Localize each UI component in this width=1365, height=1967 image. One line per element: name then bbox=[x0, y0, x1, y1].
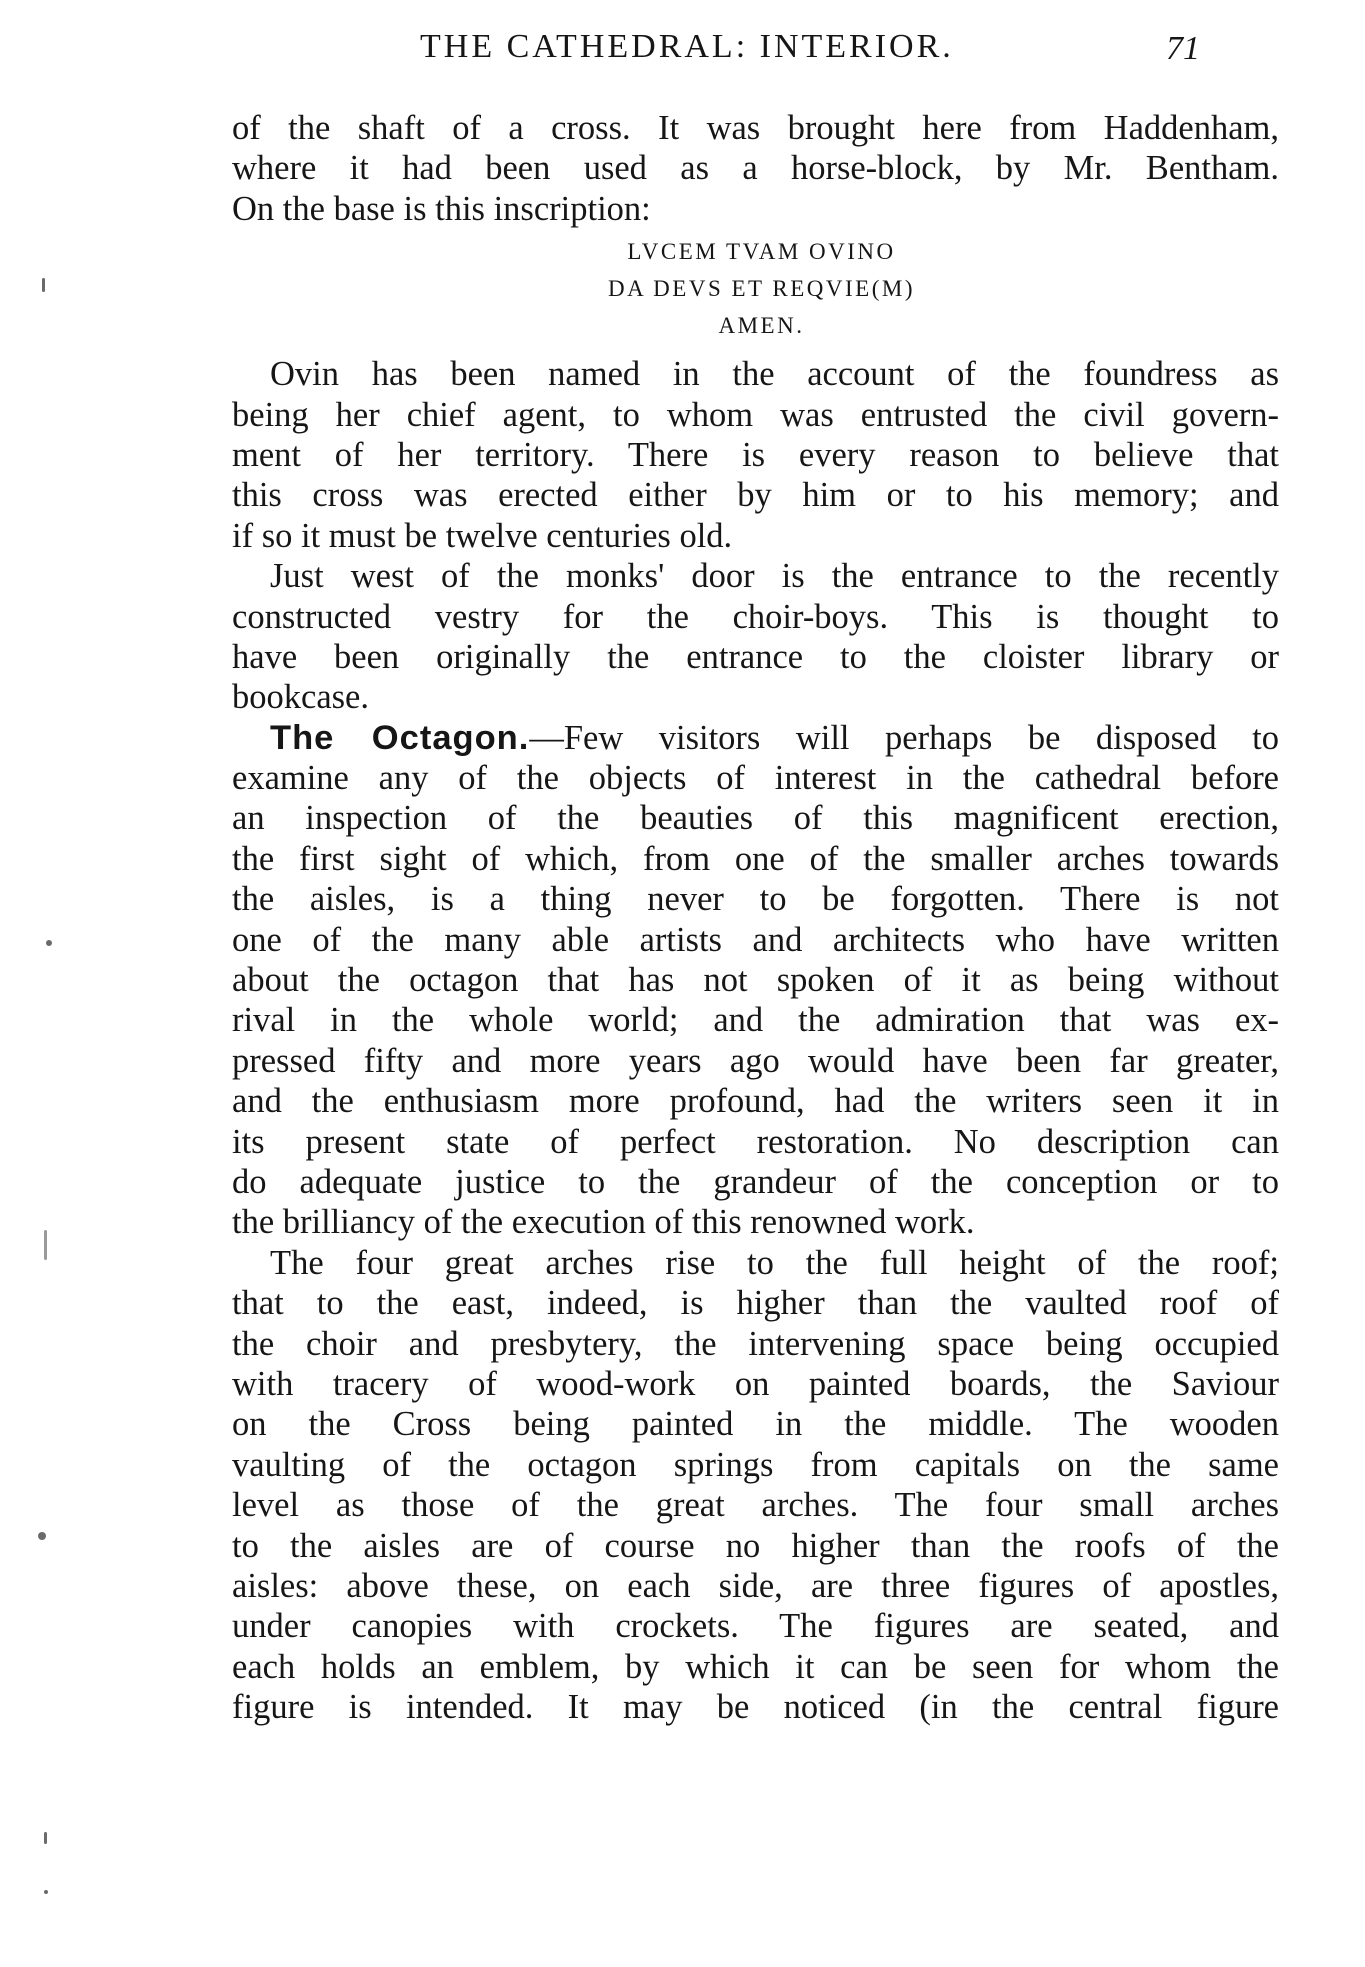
scan-mark bbox=[44, 1832, 47, 1844]
text-line: each holds an emblem, by which it can be seen for whom the bbox=[232, 1647, 1279, 1686]
text-line: of the shaft of a cross. It was brought here from Haddenham, bbox=[232, 109, 1279, 147]
text-line: about the octagon that has not spoken of it as being without bbox=[232, 961, 1279, 1000]
body-text bbox=[232, 108, 1279, 1727]
text-line: under canopies with crockets. The figures are seated, and bbox=[232, 1607, 1279, 1646]
scan-mark bbox=[46, 940, 52, 946]
text-line: bookcase. bbox=[232, 678, 369, 717]
text-line: where it had been used as a horse-block, by Mr. Bentham. bbox=[232, 149, 1279, 188]
scan-mark bbox=[44, 1230, 47, 1260]
text-line: On the base is this inscription: bbox=[232, 189, 651, 228]
text-line: examine any of the objects of interest in the cathedral before bbox=[232, 759, 1279, 798]
text-line: Ovin has been named in the account of the foundress as bbox=[270, 355, 1279, 394]
inscription-line: LVCEM TVAM OVINO bbox=[627, 239, 896, 265]
section-heading: The Octagon. bbox=[270, 718, 530, 757]
text-line: do adequate justice to the grandeur of the conception or to bbox=[232, 1162, 1279, 1201]
inscription-line: AMEN. bbox=[718, 313, 805, 339]
text-line: if so it must be twelve centuries old. bbox=[232, 516, 733, 555]
page-header bbox=[420, 28, 1200, 78]
text-line: that to the east, indeed, is higher than the vaulted roof of bbox=[232, 1284, 1279, 1323]
text-line: one of the many able artists and architects who have written bbox=[232, 920, 1279, 959]
text-line: rival in the whole world; and the admiration that was ex- bbox=[232, 1001, 1279, 1040]
inscription-line: DA DEVS ET REQVIE(M) bbox=[607, 276, 916, 302]
text-line: ment of her territory. There is every reason to believe that bbox=[232, 435, 1279, 474]
section-first-line bbox=[232, 718, 1279, 758]
text-line: constructed vestry for the choir-boys. This is thought to bbox=[232, 597, 1279, 636]
text-line: the first sight of which, from one of the smaller arches towards bbox=[232, 839, 1279, 878]
text-line: pressed fifty and more years ago would have been far greater, bbox=[232, 1041, 1279, 1080]
text-line: this cross was erected either by him or to his memory; and bbox=[232, 476, 1279, 515]
page-number: 71 bbox=[1166, 30, 1200, 67]
text-line: Just west of the monks' door is the entrance to the recently bbox=[270, 557, 1279, 596]
text-line: the aisles, is a thing never to be forgotten. There is not bbox=[232, 880, 1279, 919]
text-line: on the Cross being painted in the middle. The wooden bbox=[232, 1405, 1279, 1444]
text-line: have been originally the entrance to the cloister library or bbox=[232, 637, 1279, 676]
text-line: an inspection of the beauties of this magnificent erection, bbox=[232, 799, 1279, 838]
text-line: with tracery of wood-work on painted boards, the Saviour bbox=[232, 1364, 1279, 1403]
inscription bbox=[244, 233, 1279, 344]
text-line: aisles: above these, on each side, are three figures of apostles, bbox=[232, 1566, 1279, 1605]
text-line: figure is intended. It may be noticed (in the central figure bbox=[232, 1688, 1279, 1727]
text-line: being her chief agent, to whom was entrusted the civil govern- bbox=[232, 395, 1279, 434]
text-line: and the enthusiasm more profound, had the writers seen it in bbox=[232, 1082, 1279, 1121]
text-line: the brilliancy of the execution of this renowned work. bbox=[232, 1203, 975, 1242]
text-run: —Few visitors will perhaps be disposed to bbox=[529, 718, 1279, 757]
text-line: level as those of the great arches. The four small arches bbox=[232, 1486, 1279, 1525]
scan-mark bbox=[38, 1532, 46, 1540]
text-line: to the aisles are of course no higher than the roofs of the bbox=[232, 1526, 1279, 1565]
running-head: THE CATHEDRAL: INTERIOR. bbox=[420, 28, 954, 65]
text-line: The four great arches rise to the full height of the roof; bbox=[270, 1243, 1279, 1282]
text-line: its present state of perfect restoration. No description can bbox=[232, 1122, 1279, 1161]
scan-mark bbox=[44, 1890, 48, 1894]
text-line: vaulting of the octagon springs from capitals on the same bbox=[232, 1445, 1279, 1484]
scan-mark bbox=[42, 278, 45, 292]
text-line: the choir and presbytery, the intervening space being occupied bbox=[232, 1324, 1279, 1363]
